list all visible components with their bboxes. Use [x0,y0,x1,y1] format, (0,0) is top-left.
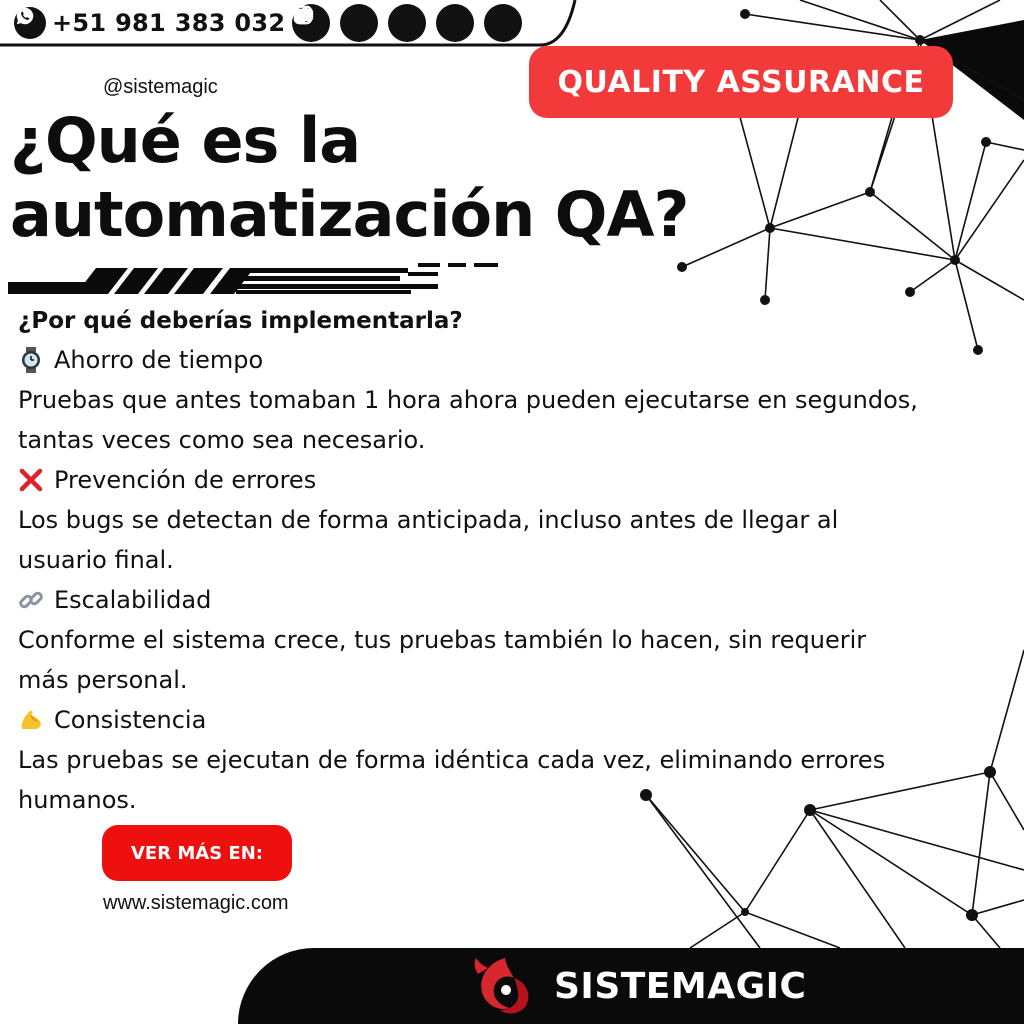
phone-number: +51 981 383 032 [52,9,286,37]
benefit-line: más personal. [18,666,188,694]
flexed-biceps-icon [18,707,44,733]
section-subheading: ¿Por qué deberías implementarla? [18,308,463,334]
contact-bar [0,0,600,46]
benefit-line: Conforme el sistema crece, tus pruebas también lo hacen, sin requerir [18,626,867,654]
benefit-item [18,700,1018,820]
website-link[interactable]: www.sistemagic.com [103,892,289,914]
benefit-item [18,580,1018,700]
tiktok-icon[interactable] [436,4,474,42]
benefit-title-row [18,340,1018,380]
brand-logo [470,950,806,1022]
benefit-title: Consistencia [54,706,207,734]
benefit-line: Las pruebas se ejecutan de forma idéntica cada vez, eliminando errores [18,746,886,774]
watch-icon [18,347,44,373]
social-handle: @sistemagic [103,76,218,98]
benefit-line: usuario final. [18,546,174,574]
benefit-item [18,340,1018,460]
phone-contact[interactable] [14,5,285,41]
linkedin-icon[interactable] [484,4,522,42]
title-line-2: automatización QA? [10,178,689,251]
benefit-title-row [18,700,1018,740]
benefit-title-row [18,460,1018,500]
benefit-title: Prevención de errores [54,466,317,494]
whatsapp-icon [14,7,46,39]
benefit-line: tantas veces como sea necesario. [18,426,426,454]
link-icon [18,587,44,613]
social-links [292,4,522,42]
instagram-icon[interactable] [340,4,378,42]
benefit-title: Escalabilidad [54,586,212,614]
benefits-section [18,302,1018,820]
quality-assurance-badge: QUALITY ASSURANCE [529,46,953,118]
benefit-line: Los bugs se detectan de forma anticipada, incluso antes de llegar al [18,506,839,534]
page-title [10,104,770,252]
benefit-line: humanos. [18,786,137,814]
title-line-1: ¿Qué es la [10,104,361,177]
ver-mas-button[interactable]: VER MÁS EN: [102,825,292,881]
benefit-line: Pruebas que antes tomaban 1 hora ahora pueden ejecutarse en segundos, [18,386,918,414]
benefit-title: Ahorro de tiempo [54,346,264,374]
youtube-icon[interactable] [388,4,426,42]
benefit-item [18,460,1018,580]
benefit-title-row [18,580,1018,620]
cross-mark-icon [18,467,44,493]
brand-name: SISTEMAGIC [554,965,807,1007]
speed-stripes [8,260,508,300]
sistemagic-logo-icon [470,954,540,1018]
